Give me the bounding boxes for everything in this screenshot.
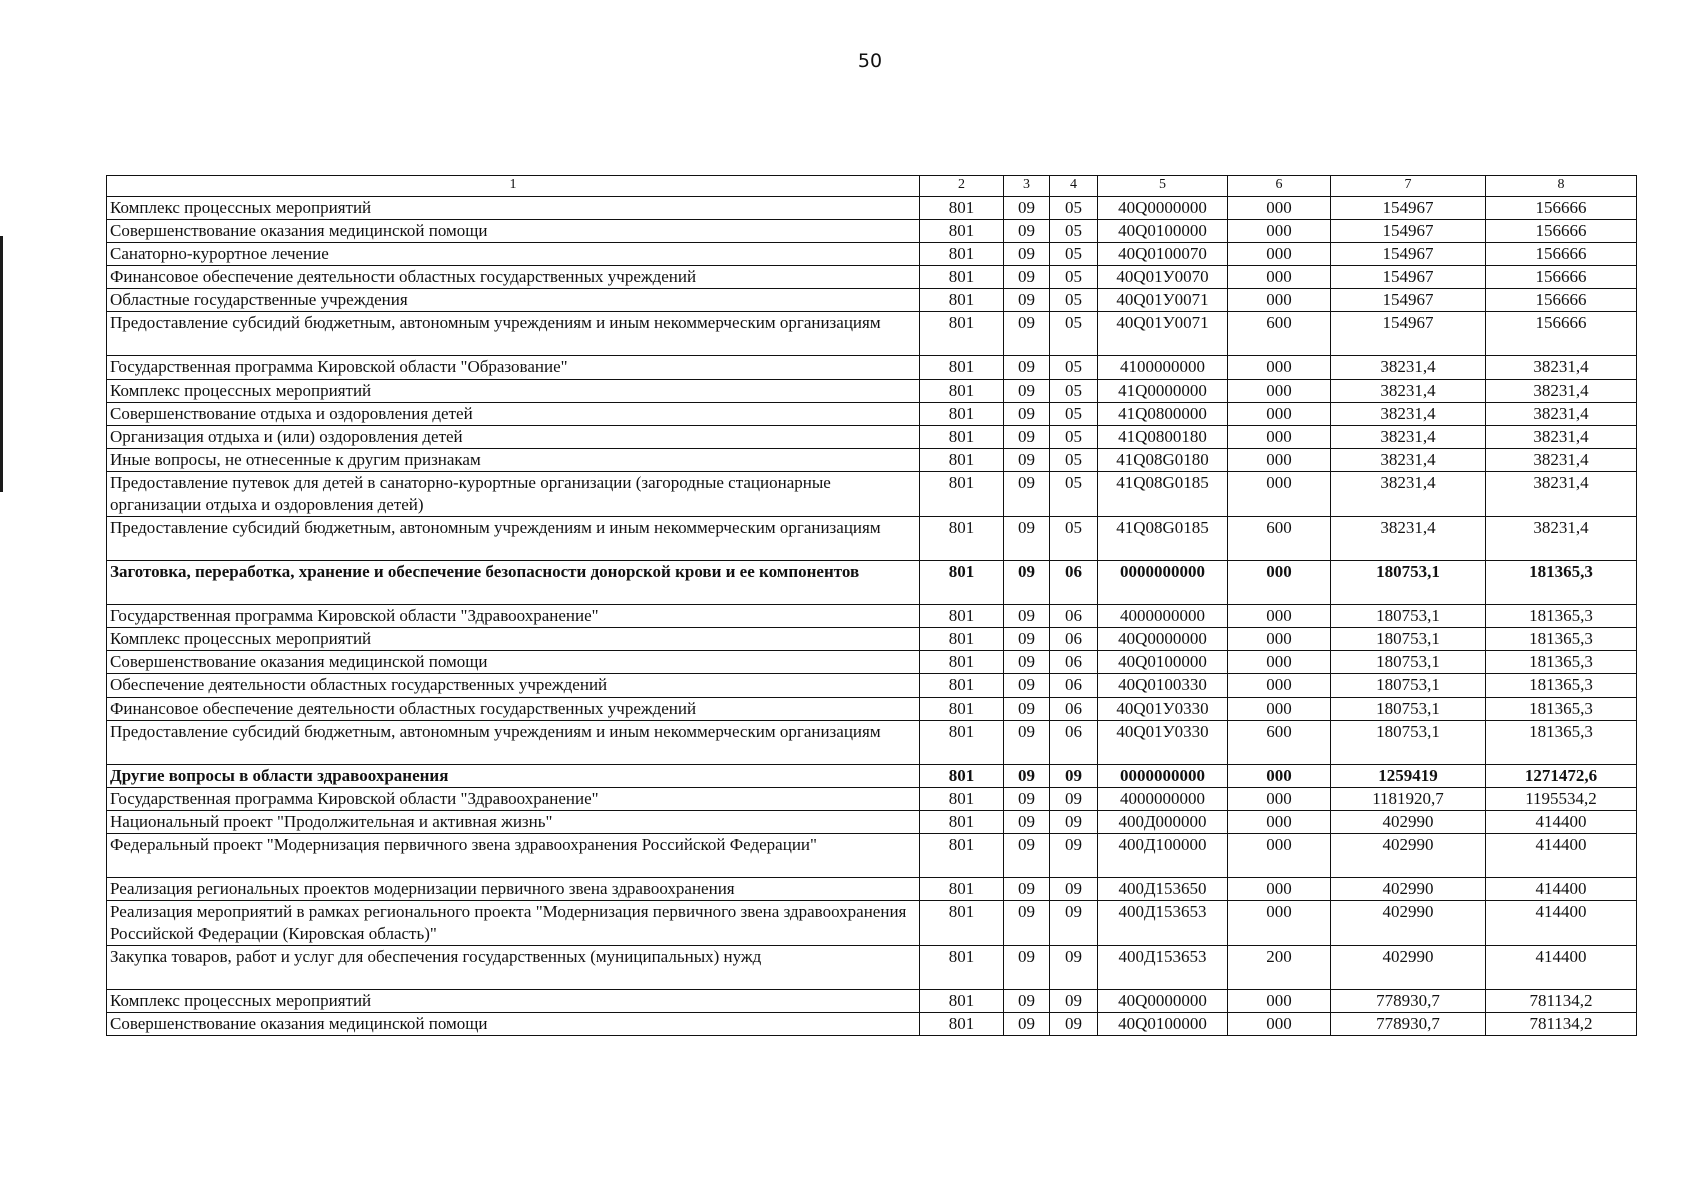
target-article-code: 400Д153653	[1098, 946, 1228, 990]
subsection-code: 05	[1050, 379, 1098, 402]
section-code: 09	[1004, 946, 1050, 990]
expense-type-code: 600	[1228, 517, 1331, 561]
amount-year-1: 38231,4	[1331, 448, 1486, 471]
table-row	[107, 833, 1637, 877]
section-code: 09	[1004, 833, 1050, 877]
column-header: 8	[1486, 176, 1637, 197]
expense-type-code: 200	[1228, 946, 1331, 990]
section-code: 09	[1004, 810, 1050, 833]
amount-year-1: 38231,4	[1331, 471, 1486, 516]
table-row	[107, 266, 1637, 289]
subsection-code: 09	[1050, 764, 1098, 787]
section-code: 09	[1004, 266, 1050, 289]
subsection-code: 09	[1050, 833, 1098, 877]
target-article-code: 41Q08G0180	[1098, 448, 1228, 471]
table-row	[107, 220, 1637, 243]
subsection-code: 05	[1050, 289, 1098, 312]
target-article-code: 41Q08G0185	[1098, 471, 1228, 516]
amount-year-1: 402990	[1331, 833, 1486, 877]
target-article-code: 40Q0100000	[1098, 651, 1228, 674]
section-code: 09	[1004, 289, 1050, 312]
budget-code: 801	[920, 877, 1004, 900]
amount-year-2: 414400	[1486, 833, 1637, 877]
expense-type-code: 600	[1228, 720, 1331, 764]
budget-code: 801	[920, 833, 1004, 877]
amount-year-1: 180753,1	[1331, 651, 1486, 674]
column-header: 6	[1228, 176, 1331, 197]
expense-type-code: 000	[1228, 1013, 1331, 1036]
budget-code: 801	[920, 266, 1004, 289]
budget-code: 801	[920, 674, 1004, 697]
amount-year-2: 414400	[1486, 810, 1637, 833]
budget-code: 801	[920, 220, 1004, 243]
amount-year-2: 181365,3	[1486, 697, 1637, 720]
target-article-code: 400Д153653	[1098, 900, 1228, 945]
target-article-code: 40Q01У0070	[1098, 266, 1228, 289]
amount-year-2: 414400	[1486, 900, 1637, 945]
row-name: Предоставление субсидий бюджетным, автономным учреждениям и иным некоммерческим организациям	[107, 312, 920, 356]
amount-year-2: 1271472,6	[1486, 764, 1637, 787]
subsection-code: 05	[1050, 266, 1098, 289]
target-article-code: 0000000000	[1098, 764, 1228, 787]
amount-year-2: 414400	[1486, 877, 1637, 900]
row-name: Санаторно-курортное лечение	[107, 243, 920, 266]
budget-code: 801	[920, 425, 1004, 448]
table-row	[107, 810, 1637, 833]
row-name: Предоставление субсидий бюджетным, автономным учреждениям и иным некоммерческим организациям	[107, 720, 920, 764]
subsection-code: 09	[1050, 787, 1098, 810]
subsection-code: 05	[1050, 197, 1098, 220]
amount-year-2: 181365,3	[1486, 720, 1637, 764]
table-row	[107, 946, 1637, 990]
amount-year-2: 1195534,2	[1486, 787, 1637, 810]
section-code: 09	[1004, 674, 1050, 697]
amount-year-2: 181365,3	[1486, 674, 1637, 697]
amount-year-1: 154967	[1331, 312, 1486, 356]
budget-code: 801	[920, 517, 1004, 561]
expense-type-code: 000	[1228, 833, 1331, 877]
target-article-code: 40Q0100000	[1098, 1013, 1228, 1036]
table-header-row	[107, 176, 1637, 197]
table-row	[107, 471, 1637, 516]
target-article-code: 4000000000	[1098, 605, 1228, 628]
target-article-code: 4100000000	[1098, 356, 1228, 379]
target-article-code: 4000000000	[1098, 787, 1228, 810]
amount-year-2: 181365,3	[1486, 628, 1637, 651]
section-code: 09	[1004, 220, 1050, 243]
target-article-code: 0000000000	[1098, 561, 1228, 605]
budget-code: 801	[920, 471, 1004, 516]
amount-year-1: 402990	[1331, 810, 1486, 833]
subsection-code: 05	[1050, 402, 1098, 425]
budget-code: 801	[920, 356, 1004, 379]
amount-year-1: 180753,1	[1331, 720, 1486, 764]
amount-year-2: 156666	[1486, 312, 1637, 356]
column-header: 7	[1331, 176, 1486, 197]
subsection-code: 06	[1050, 628, 1098, 651]
scan-edge-mark	[0, 236, 3, 492]
row-name: Реализация региональных проектов модернизации первичного звена здравоохранения	[107, 877, 920, 900]
amount-year-2: 156666	[1486, 243, 1637, 266]
row-name: Государственная программа Кировской области "Здравоохранение"	[107, 787, 920, 810]
budget-code: 801	[920, 697, 1004, 720]
section-code: 09	[1004, 517, 1050, 561]
table-row	[107, 787, 1637, 810]
expense-type-code: 000	[1228, 243, 1331, 266]
row-name: Другие вопросы в области здравоохранения	[107, 764, 920, 787]
budget-code: 801	[920, 605, 1004, 628]
table-row	[107, 628, 1637, 651]
amount-year-1: 180753,1	[1331, 561, 1486, 605]
table-row	[107, 561, 1637, 605]
target-article-code: 40Q01У0071	[1098, 312, 1228, 356]
expense-type-code: 000	[1228, 266, 1331, 289]
subsection-code: 09	[1050, 990, 1098, 1013]
row-name: Национальный проект "Продолжительная и активная жизнь"	[107, 810, 920, 833]
target-article-code: 41Q0000000	[1098, 379, 1228, 402]
expense-type-code: 000	[1228, 764, 1331, 787]
column-header: 5	[1098, 176, 1228, 197]
row-name: Предоставление путевок для детей в санаторно-курортные организации (загородные стационарные организации отдыха и оздоровления детей)	[107, 471, 920, 516]
column-header: 3	[1004, 176, 1050, 197]
subsection-code: 06	[1050, 561, 1098, 605]
expense-type-code: 000	[1228, 674, 1331, 697]
subsection-code: 09	[1050, 946, 1098, 990]
amount-year-2: 181365,3	[1486, 605, 1637, 628]
subsection-code: 06	[1050, 720, 1098, 764]
row-name: Иные вопросы, не отнесенные к другим признакам	[107, 448, 920, 471]
section-code: 09	[1004, 425, 1050, 448]
amount-year-2: 156666	[1486, 266, 1637, 289]
row-name: Совершенствование оказания медицинской помощи	[107, 651, 920, 674]
subsection-code: 09	[1050, 1013, 1098, 1036]
section-code: 09	[1004, 197, 1050, 220]
subsection-code: 05	[1050, 312, 1098, 356]
expense-type-code: 600	[1228, 312, 1331, 356]
budget-code: 801	[920, 810, 1004, 833]
row-name: Предоставление субсидий бюджетным, автономным учреждениям и иным некоммерческим организациям	[107, 517, 920, 561]
subsection-code: 06	[1050, 605, 1098, 628]
expense-type-code: 000	[1228, 379, 1331, 402]
row-name: Финансовое обеспечение деятельности областных государственных учреждений	[107, 266, 920, 289]
target-article-code: 41Q0800000	[1098, 402, 1228, 425]
amount-year-2: 181365,3	[1486, 651, 1637, 674]
budget-code: 801	[920, 561, 1004, 605]
amount-year-1: 38231,4	[1331, 517, 1486, 561]
budget-code: 801	[920, 787, 1004, 810]
amount-year-2: 781134,2	[1486, 1013, 1637, 1036]
target-article-code: 40Q01У0071	[1098, 289, 1228, 312]
row-name: Организация отдыха и (или) оздоровления детей	[107, 425, 920, 448]
budget-code: 801	[920, 312, 1004, 356]
section-code: 09	[1004, 402, 1050, 425]
table-row	[107, 356, 1637, 379]
amount-year-1: 154967	[1331, 289, 1486, 312]
amount-year-1: 38231,4	[1331, 402, 1486, 425]
amount-year-2: 181365,3	[1486, 561, 1637, 605]
expense-type-code: 000	[1228, 697, 1331, 720]
target-article-code: 41Q08G0185	[1098, 517, 1228, 561]
row-name: Совершенствование оказания медицинской помощи	[107, 220, 920, 243]
target-article-code: 400Д000000	[1098, 810, 1228, 833]
budget-code: 801	[920, 448, 1004, 471]
target-article-code: 40Q0100000	[1098, 220, 1228, 243]
budget-code: 801	[920, 720, 1004, 764]
amount-year-1: 778930,7	[1331, 990, 1486, 1013]
budget-code: 801	[920, 946, 1004, 990]
expense-type-code: 000	[1228, 220, 1331, 243]
amount-year-1: 402990	[1331, 900, 1486, 945]
amount-year-2: 414400	[1486, 946, 1637, 990]
subsection-code: 05	[1050, 448, 1098, 471]
budget-table	[106, 175, 1637, 1036]
section-code: 09	[1004, 787, 1050, 810]
subsection-code: 06	[1050, 651, 1098, 674]
amount-year-2: 38231,4	[1486, 517, 1637, 561]
table-row	[107, 720, 1637, 764]
amount-year-1: 38231,4	[1331, 379, 1486, 402]
row-name: Комплекс процессных мероприятий	[107, 990, 920, 1013]
expense-type-code: 000	[1228, 448, 1331, 471]
subsection-code: 05	[1050, 220, 1098, 243]
amount-year-1: 402990	[1331, 946, 1486, 990]
row-name: Комплекс процессных мероприятий	[107, 379, 920, 402]
section-code: 09	[1004, 1013, 1050, 1036]
subsection-code: 05	[1050, 425, 1098, 448]
table-row	[107, 197, 1637, 220]
budget-code: 801	[920, 243, 1004, 266]
target-article-code: 40Q0000000	[1098, 197, 1228, 220]
target-article-code: 40Q0100330	[1098, 674, 1228, 697]
row-name: Совершенствование отдыха и оздоровления детей	[107, 402, 920, 425]
row-name: Комплекс процессных мероприятий	[107, 628, 920, 651]
expense-type-code: 000	[1228, 402, 1331, 425]
amount-year-1: 38231,4	[1331, 356, 1486, 379]
expense-type-code: 000	[1228, 197, 1331, 220]
amount-year-2: 38231,4	[1486, 425, 1637, 448]
target-article-code: 400Д100000	[1098, 833, 1228, 877]
table-row	[107, 651, 1637, 674]
amount-year-2: 38231,4	[1486, 471, 1637, 516]
table-row	[107, 448, 1637, 471]
budget-code: 801	[920, 1013, 1004, 1036]
amount-year-1: 180753,1	[1331, 697, 1486, 720]
table-row	[107, 990, 1637, 1013]
table-row	[107, 289, 1637, 312]
section-code: 09	[1004, 561, 1050, 605]
section-code: 09	[1004, 379, 1050, 402]
expense-type-code: 000	[1228, 356, 1331, 379]
section-code: 09	[1004, 356, 1050, 379]
row-name: Закупка товаров, работ и услуг для обеспечения государственных (муниципальных) нужд	[107, 946, 920, 990]
amount-year-1: 1259419	[1331, 764, 1486, 787]
amount-year-1: 180753,1	[1331, 674, 1486, 697]
column-header: 2	[920, 176, 1004, 197]
amount-year-1: 402990	[1331, 877, 1486, 900]
table-row	[107, 312, 1637, 356]
table-body	[107, 197, 1637, 1036]
section-code: 09	[1004, 764, 1050, 787]
section-code: 09	[1004, 877, 1050, 900]
section-code: 09	[1004, 720, 1050, 764]
table-row	[107, 697, 1637, 720]
target-article-code: 40Q01У0330	[1098, 697, 1228, 720]
amount-year-2: 38231,4	[1486, 356, 1637, 379]
expense-type-code: 000	[1228, 877, 1331, 900]
section-code: 09	[1004, 471, 1050, 516]
expense-type-code: 000	[1228, 561, 1331, 605]
row-name: Обеспечение деятельности областных государственных учреждений	[107, 674, 920, 697]
row-name: Государственная программа Кировской области "Здравоохранение"	[107, 605, 920, 628]
budget-code: 801	[920, 289, 1004, 312]
section-code: 09	[1004, 651, 1050, 674]
table-row	[107, 379, 1637, 402]
amount-year-1: 1181920,7	[1331, 787, 1486, 810]
amount-year-1: 154967	[1331, 220, 1486, 243]
amount-year-2: 156666	[1486, 220, 1637, 243]
table-row	[107, 517, 1637, 561]
section-code: 09	[1004, 243, 1050, 266]
target-article-code: 41Q0800180	[1098, 425, 1228, 448]
subsection-code: 06	[1050, 697, 1098, 720]
expense-type-code: 000	[1228, 810, 1331, 833]
expense-type-code: 000	[1228, 289, 1331, 312]
row-name: Областные государственные учреждения	[107, 289, 920, 312]
budget-code: 801	[920, 197, 1004, 220]
table-row	[107, 402, 1637, 425]
target-article-code: 40Q0000000	[1098, 628, 1228, 651]
amount-year-1: 180753,1	[1331, 628, 1486, 651]
budget-code: 801	[920, 764, 1004, 787]
amount-year-1: 154967	[1331, 243, 1486, 266]
column-header: 1	[107, 176, 920, 197]
table-row	[107, 674, 1637, 697]
amount-year-2: 156666	[1486, 289, 1637, 312]
row-name: Реализация мероприятий в рамках регионального проекта "Модернизация первичного звена здравоохранения Российской Федерации (Кировская область)"	[107, 900, 920, 945]
section-code: 09	[1004, 900, 1050, 945]
expense-type-code: 000	[1228, 990, 1331, 1013]
amount-year-1: 180753,1	[1331, 605, 1486, 628]
table-row	[107, 877, 1637, 900]
expense-type-code: 000	[1228, 900, 1331, 945]
target-article-code: 40Q0000000	[1098, 990, 1228, 1013]
amount-year-2: 156666	[1486, 197, 1637, 220]
subsection-code: 06	[1050, 674, 1098, 697]
page-number: 50	[857, 50, 883, 72]
section-code: 09	[1004, 605, 1050, 628]
section-code: 09	[1004, 448, 1050, 471]
subsection-code: 09	[1050, 810, 1098, 833]
subsection-code: 05	[1050, 243, 1098, 266]
amount-year-1: 154967	[1331, 266, 1486, 289]
amount-year-2: 781134,2	[1486, 990, 1637, 1013]
row-name: Заготовка, переработка, хранение и обеспечение безопасности донорской крови и ее компонентов	[107, 561, 920, 605]
table-row	[107, 1013, 1637, 1036]
amount-year-1: 778930,7	[1331, 1013, 1486, 1036]
budget-code: 801	[920, 651, 1004, 674]
budget-code: 801	[920, 628, 1004, 651]
budget-code: 801	[920, 402, 1004, 425]
budget-code: 801	[920, 379, 1004, 402]
subsection-code: 05	[1050, 517, 1098, 561]
amount-year-2: 38231,4	[1486, 379, 1637, 402]
column-header: 4	[1050, 176, 1098, 197]
section-code: 09	[1004, 697, 1050, 720]
table-row	[107, 243, 1637, 266]
row-name: Финансовое обеспечение деятельности областных государственных учреждений	[107, 697, 920, 720]
subsection-code: 05	[1050, 471, 1098, 516]
target-article-code: 400Д153650	[1098, 877, 1228, 900]
row-name: Совершенствование оказания медицинской помощи	[107, 1013, 920, 1036]
target-article-code: 40Q0100070	[1098, 243, 1228, 266]
expense-type-code: 000	[1228, 425, 1331, 448]
subsection-code: 09	[1050, 877, 1098, 900]
section-code: 09	[1004, 990, 1050, 1013]
subsection-code: 09	[1050, 900, 1098, 945]
expense-type-code: 000	[1228, 651, 1331, 674]
section-code: 09	[1004, 628, 1050, 651]
row-name: Федеральный проект "Модернизация первичного звена здравоохранения Российской Федерации"	[107, 833, 920, 877]
expense-type-code: 000	[1228, 787, 1331, 810]
target-article-code: 40Q01У0330	[1098, 720, 1228, 764]
amount-year-2: 38231,4	[1486, 402, 1637, 425]
budget-code: 801	[920, 990, 1004, 1013]
amount-year-1: 154967	[1331, 197, 1486, 220]
table-row	[107, 425, 1637, 448]
expense-type-code: 000	[1228, 471, 1331, 516]
row-name: Комплекс процессных мероприятий	[107, 197, 920, 220]
row-name: Государственная программа Кировской области "Образование"	[107, 356, 920, 379]
subsection-code: 05	[1050, 356, 1098, 379]
table-row	[107, 764, 1637, 787]
table-row	[107, 900, 1637, 945]
budget-code: 801	[920, 900, 1004, 945]
section-code: 09	[1004, 312, 1050, 356]
expense-type-code: 000	[1228, 628, 1331, 651]
amount-year-1: 38231,4	[1331, 425, 1486, 448]
expense-type-code: 000	[1228, 605, 1331, 628]
table-row	[107, 605, 1637, 628]
amount-year-2: 38231,4	[1486, 448, 1637, 471]
